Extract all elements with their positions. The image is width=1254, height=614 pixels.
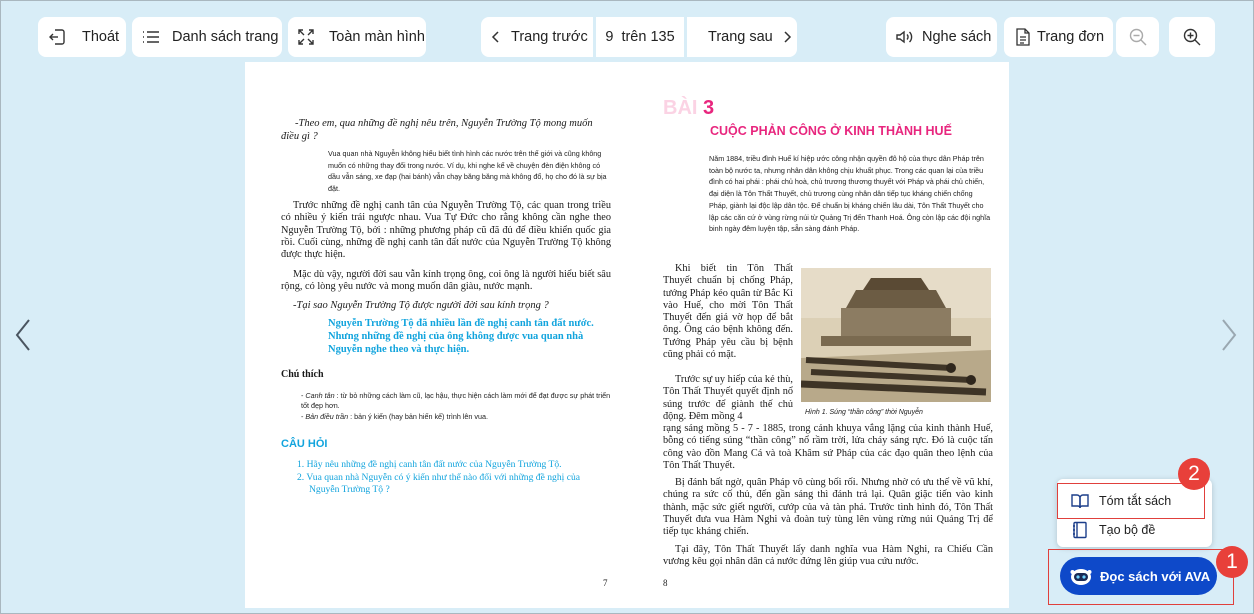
lesson-word: BÀI — [663, 97, 698, 119]
exit-icon — [47, 27, 67, 47]
right-page-number: 8 — [663, 578, 668, 588]
step-badge-1: 1 — [1216, 546, 1248, 578]
question-1: -Theo em, qua những đề nghị nêu trên, Nguyễn Trường Tộ mong muốn điều gì ? — [281, 118, 593, 142]
step-badge-2: 2 — [1178, 458, 1210, 490]
fullscreen-label: Toàn màn hình — [329, 29, 425, 45]
listen-label: Nghe sách — [922, 29, 992, 45]
book-spread — [245, 62, 1009, 608]
robot-icon — [1070, 566, 1092, 586]
speaker-icon — [894, 27, 914, 47]
next-page-button[interactable] — [687, 17, 797, 57]
chevron-right-icon — [780, 29, 794, 45]
right-paragraph-4: Tại đây, Tôn Thất Thuyết lấy danh nghĩa vua Hàm Nghi, ra Chiếu Cần vương kêu gọi nhân dân cả nước đứng lên giúp vua cứu nước. — [663, 544, 993, 568]
left-paragraph-1: Trước những đề nghị canh tân của Nguyễn Trường Tộ, các quan trong triều có nhiều ý kiến trái ngược nhau. Vua Tự Đức cho rằng không cần nghe theo Nguyễn Trường Tộ, bởi : những phương pháp cũ đã đủ để điều khiển quốc gia rồi. Cuối cùng, những đề nghị canh tân đất nước của Nguyễn Trường Tộ không được thực hiện. — [281, 200, 611, 261]
question-item-2: 2. Vua quan nhà Nguyễn có ý kiến như thế nào đối với những đề nghị của Nguyễn Trường Tộ ? — [297, 472, 581, 495]
lesson-number: 3 — [703, 97, 715, 119]
left-paragraph-2: Mặc dù vậy, người đời sau vẫn kính trọng ông, coi ông là người hiểu biết sâu rộng, có lòng yêu nước và mong muốn dân giàu, nước mạnh. — [281, 269, 611, 293]
note-2: - Bản điều trần : bản ý kiến (hay bản hiến kế) trình lên vua. — [301, 412, 488, 421]
prev-page-button[interactable] — [481, 17, 593, 57]
make-quiz-item[interactable] — [1057, 515, 1212, 545]
exit-button[interactable] — [38, 17, 126, 57]
question-2: -Tại sao Nguyễn Trường Tộ được người đời sau kính trọng ? — [293, 300, 549, 311]
note-2-text: : bản ý kiến (hay bản hiến kế) trình lên vua. — [348, 412, 488, 421]
fullscreen-icon — [296, 27, 316, 47]
zoom-out-icon — [1128, 27, 1148, 47]
next-spread-arrow-icon[interactable] — [1219, 317, 1239, 353]
prev-page-label: Trang trước — [511, 29, 588, 45]
left-page-number: 7 — [603, 578, 608, 588]
info-paragraph: Vua quan nhà Nguyễn không hiểu biết tình hình các nước trên thế giới và cũng không muốn có những thay đổi trong nước. Ví dụ, khi nghe kể về chuyện đèn điện không có dầu vẫn sáng, xe đạp (hai bánh) vẫn chạy băng băng mà không đổ, họ cho đó là sự bịa đặt. — [328, 149, 607, 194]
questions-title: CÂU HỎI — [281, 438, 328, 450]
lesson-title: CUỘC PHẢN CÔNG Ở KINH THÀNH HUẾ — [710, 124, 952, 138]
zoom-in-icon — [1182, 27, 1202, 47]
page-indicator[interactable] — [596, 17, 684, 57]
lesson-summary: Nguyễn Trường Tộ đã nhiều lần đề nghị canh tân đất nước. Nhưng những đề nghị của ông không được vua quan nhà Nguyễn nghe theo và thực hiện. — [328, 318, 594, 355]
zoom-in-button[interactable] — [1169, 17, 1215, 57]
read-with-ava-label: Đọc sách với AVA — [1100, 568, 1211, 584]
exit-label: Thoát — [82, 29, 120, 45]
right-page — [663, 62, 993, 608]
right-paragraph-1: Khi biết tin Tôn Thất Thuyết chuẩn bị chống Pháp, tướng Pháp kéo quân từ Bắc Kì vào Huế, cho mời Tôn Thất Thuyết đến giả vờ họp để bắt ông. Ông cáo bệnh không đến. Tướng Pháp yêu cầu bị bệnh cũng phải có mặt. — [663, 263, 793, 361]
fullscreen-button[interactable] — [288, 17, 426, 57]
right-paragraph-2a: Trước sự uy hiếp của kẻ thù, Tôn Thất Thuyết quyết định nổ súng trước để giành thế chủ động. Đêm mồng 4 — [663, 374, 793, 422]
make-quiz-label: Tạo bộ đề — [1099, 523, 1156, 537]
note-1-term: Canh tân — [305, 391, 335, 400]
summarize-book-label: Tóm tắt sách — [1099, 494, 1172, 508]
note-1-text: : từ bỏ những cách làm cũ, lạc hậu, thực hiện cách làm mới để đạt được sự phát triển tốt đẹp hơn. — [301, 391, 611, 410]
notes-title: Chú thích — [281, 369, 324, 380]
next-page-label: Trang sau — [708, 29, 773, 45]
lesson-intro: Năm 1884, triều đình Huế kí hiệp ước công nhận quyền đô hộ của thực dân Pháp trên toàn bộ nước ta, nhưng nhân dân không chịu khuất phục. Trong các quan lại của triều đình có hai phái : phái chủ hoà, chủ trương thương thuyết với Pháp và phái chủ chiến, đại diện là Tôn Thất Thuyết, chủ trương cùng nhân dân tiếp tục kháng chiến chống Pháp, giành lại độc lập dân tộc. Để chuẩn bị kháng chiến lâu dài, Tôn Thất Thuyết cho lập các căn cứ ở vùng rừng núi từ Quảng Trị đến Thanh Hoá. Ông còn lập các đội nghĩa binh ngày đêm luyện tập, sẵn sàng đánh Pháp. — [709, 154, 991, 234]
lesson-heading — [663, 97, 714, 120]
question-item-1: 1. Hãy nêu những đề nghị canh tân đất nước của Nguyễn Trường Tộ. — [297, 459, 562, 470]
cannon-photo — [801, 268, 991, 402]
notebook-icon — [1071, 521, 1089, 539]
prev-spread-arrow-icon[interactable] — [13, 317, 33, 353]
page-list-button[interactable] — [132, 17, 282, 57]
page-indicator-label: 9 trên 135 — [605, 29, 675, 45]
left-page — [281, 62, 611, 608]
right-paragraph-2b: rạng sáng mồng 5 - 7 - 1885, trong cảnh khuya vắng lặng của kinh thành Huế, bỗng có tiếng súng “thần công” nổ rầm trời, lửa cháy sáng rực. Đó là cuộc tấn công vào đồn Mang Cá và toà Khâm sứ Pháp của các đạo quân theo lệnh của Tôn Thất Thuyết. — [663, 423, 993, 471]
note-2-term: Bản điều trần — [305, 412, 349, 421]
single-page-label: Trang đơn — [1037, 29, 1105, 45]
listen-button[interactable] — [886, 17, 997, 57]
document-icon — [1014, 27, 1032, 47]
highlight-box-summary — [1057, 483, 1205, 519]
zoom-out-button[interactable] — [1116, 17, 1159, 57]
chevron-left-icon — [489, 29, 503, 45]
right-paragraph-3: Bị đánh bất ngờ, quân Pháp vô cùng bối rối. Nhưng nhờ có ưu thế về vũ khí, chúng ra sức cố thủ, đến gần sáng thì đánh trả lại. Quân giặc tiến vào kinh thành, mặc sức giết người, cướp của và tàn phá. Trước tình hình đó, Tôn Thất Thuyết đưa vua Hàm Nghi và đoàn tuỳ tùng lên vùng rừng núi Quảng Trị để tiếp tục kháng chiến. — [663, 477, 993, 538]
page-list-label: Danh sách trang — [172, 29, 279, 45]
list-icon — [141, 27, 161, 47]
read-with-ava-button[interactable] — [1060, 557, 1217, 595]
note-1: - Canh tân : từ bỏ những cách làm cũ, lạc hậu, thực hiện cách làm mới để đạt được sự phát triển tốt đẹp hơn. — [301, 391, 611, 410]
single-page-button[interactable] — [1004, 17, 1113, 57]
photo-caption: Hình 1. Súng “thần công” thời Nguyễn — [805, 409, 923, 416]
